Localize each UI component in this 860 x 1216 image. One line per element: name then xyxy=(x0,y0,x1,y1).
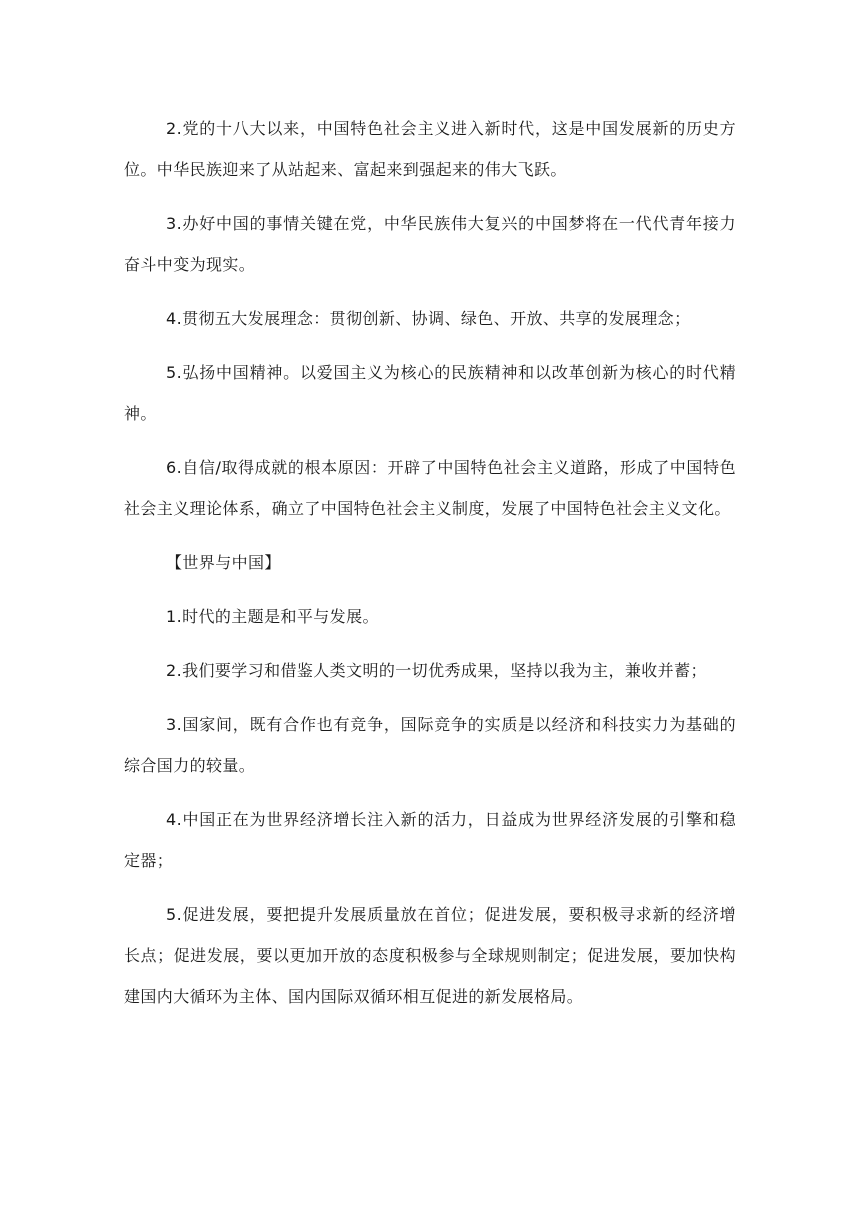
paragraph-2: 3.办好中国的事情关键在党，中华民族伟大复兴的中国梦将在一代代青年接力奋斗中变为现实。 xyxy=(124,214,736,274)
paragraph-10: 5.促进发展，要把提升发展质量放在首位；促进发展，要积极寻求新的经济增长点；促进发展，要以更加开放的态度积极参与全球规则制定；促进发展，要加快构建国内大循环为主体、国内国际双循环相互促进的新发展格局。 xyxy=(124,905,736,1006)
document-body xyxy=(124,108,736,1030)
paragraph-9: 4.中国正在为世界经济增长注入新的活力，日益成为世界经济发展的引擎和稳定器； xyxy=(124,810,736,870)
paragraph-3: 4.贯彻五大发展理念：贯彻创新、协调、绿色、开放、共享的发展理念； xyxy=(166,309,691,328)
paragraph-5: 6.自信/取得成就的根本原因：开辟了中国特色社会主义道路，形成了中国特色社会主义理论体系，确立了中国特色社会主义制度，发展了中国特色社会主义文化。 xyxy=(124,458,736,518)
section-heading: 【世界与中国】 xyxy=(166,553,281,572)
paragraph-7: 2.我们要学习和借鉴人类文明的一切优秀成果，坚持以我为主，兼收并蓄； xyxy=(166,661,707,680)
paragraph-6: 1.时代的主题是和平与发展。 xyxy=(166,607,379,626)
paragraph-8: 3.国家间，既有合作也有竞争，国际竞争的实质是以经济和科技实力为基础的综合国力的较量。 xyxy=(124,715,736,775)
paragraph-4: 5.弘扬中国精神。以爱国主义为核心的民族精神和以改革创新为核心的时代精神。 xyxy=(124,363,736,423)
paragraph-1: 2.党的十八大以来，中国特色社会主义进入新时代，这是中国发展新的历史方位。中华民族迎来了从站起来、富起来到强起来的伟大飞跃。 xyxy=(124,119,736,179)
